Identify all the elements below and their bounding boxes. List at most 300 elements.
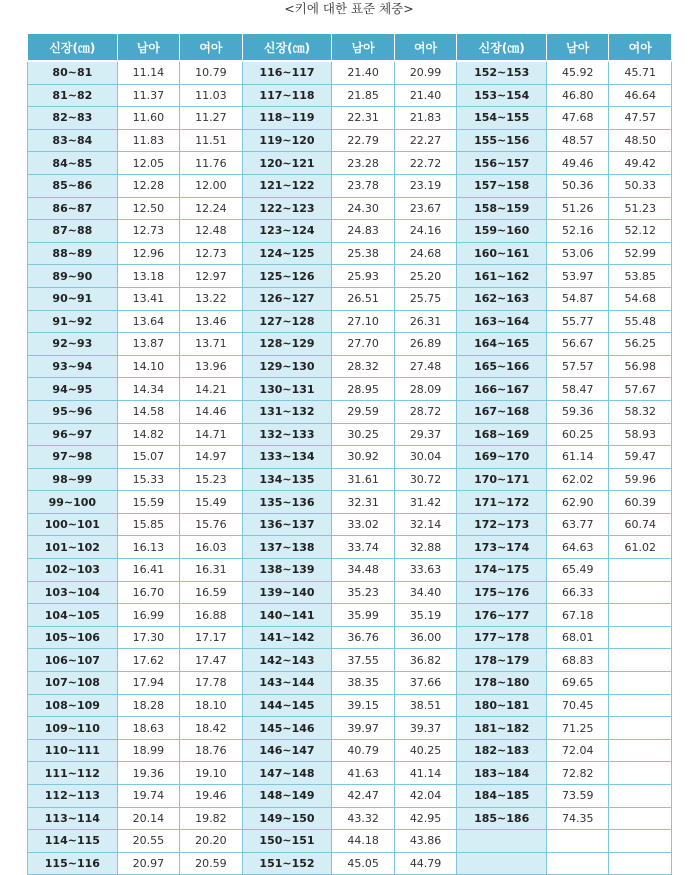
boys-weight-cell: 19.36 bbox=[117, 762, 179, 785]
boys-weight-cell: 12.05 bbox=[117, 152, 179, 175]
height-range-cell: 116~117 bbox=[242, 61, 332, 84]
height-range-cell: 165~166 bbox=[457, 355, 547, 378]
height-range-cell: 84~85 bbox=[28, 152, 118, 175]
boys-weight-cell: 27.10 bbox=[332, 310, 394, 333]
boys-weight-cell: 65.49 bbox=[547, 559, 609, 582]
boys-weight-cell: 17.30 bbox=[117, 626, 179, 649]
table-row bbox=[28, 423, 672, 446]
girls-weight-cell: 26.31 bbox=[394, 310, 456, 333]
height-range-cell: 105~106 bbox=[28, 626, 118, 649]
boys-weight-cell: 64.63 bbox=[547, 536, 609, 559]
height-range-cell: 168~169 bbox=[457, 423, 547, 446]
girls-weight-cell: 49.42 bbox=[609, 152, 672, 175]
height-range-cell: 146~147 bbox=[242, 739, 332, 762]
boys-weight-cell: 39.97 bbox=[332, 717, 394, 740]
girls-weight-cell bbox=[609, 717, 672, 740]
girls-weight-cell: 26.89 bbox=[394, 333, 456, 356]
height-range-cell: 128~129 bbox=[242, 333, 332, 356]
height-range-cell: 131~132 bbox=[242, 400, 332, 423]
girls-weight-cell: 33.63 bbox=[394, 559, 456, 582]
girls-weight-cell: 15.49 bbox=[180, 491, 242, 514]
height-range-cell: 175~176 bbox=[457, 581, 547, 604]
girls-weight-cell: 55.48 bbox=[609, 310, 672, 333]
height-range-cell: 95~96 bbox=[28, 400, 118, 423]
height-range-cell: 101~102 bbox=[28, 536, 118, 559]
height-range-cell: 172~173 bbox=[457, 513, 547, 536]
boys-weight-cell: 12.50 bbox=[117, 197, 179, 220]
height-range-cell: 112~113 bbox=[28, 785, 118, 808]
boys-weight-cell: 56.67 bbox=[547, 333, 609, 356]
boys-weight-cell: 44.18 bbox=[332, 830, 394, 853]
height-range-cell: 126~127 bbox=[242, 287, 332, 310]
girls-weight-cell: 53.85 bbox=[609, 265, 672, 288]
boys-weight-cell: 59.36 bbox=[547, 400, 609, 423]
boys-weight-cell: 38.35 bbox=[332, 672, 394, 695]
height-range-cell: 81~82 bbox=[28, 84, 118, 107]
height-range-cell: 122~123 bbox=[242, 197, 332, 220]
height-range-cell: 130~131 bbox=[242, 378, 332, 401]
table-row bbox=[28, 400, 672, 423]
girls-weight-cell: 24.16 bbox=[394, 220, 456, 243]
height-range-cell: 87~88 bbox=[28, 220, 118, 243]
girls-weight-cell: 31.42 bbox=[394, 491, 456, 514]
table-row bbox=[28, 129, 672, 152]
boys-weight-cell: 13.41 bbox=[117, 287, 179, 310]
height-range-cell: 121~122 bbox=[242, 174, 332, 197]
girls-weight-cell: 22.72 bbox=[394, 152, 456, 175]
height-range-cell: 123~124 bbox=[242, 220, 332, 243]
boys-weight-cell: 14.10 bbox=[117, 355, 179, 378]
height-range-cell: 150~151 bbox=[242, 830, 332, 853]
boys-weight-cell: 55.77 bbox=[547, 310, 609, 333]
boys-weight-cell: 41.63 bbox=[332, 762, 394, 785]
height-range-cell: 129~130 bbox=[242, 355, 332, 378]
girls-weight-cell: 54.68 bbox=[609, 287, 672, 310]
boys-weight-cell: 17.94 bbox=[117, 672, 179, 695]
girls-weight-cell: 22.27 bbox=[394, 129, 456, 152]
girls-weight-cell: 27.48 bbox=[394, 355, 456, 378]
table-title: <키에 대한 표준 체중> bbox=[284, 1, 414, 16]
girls-weight-cell: 14.21 bbox=[180, 378, 242, 401]
girls-weight-cell: 11.03 bbox=[180, 84, 242, 107]
height-range-cell: 178~179 bbox=[457, 649, 547, 672]
height-range-cell: 107~108 bbox=[28, 672, 118, 695]
height-range-cell bbox=[457, 830, 547, 853]
boys-weight-cell: 46.80 bbox=[547, 84, 609, 107]
table-row bbox=[28, 355, 672, 378]
boys-weight-cell: 19.74 bbox=[117, 785, 179, 808]
girls-weight-cell: 60.74 bbox=[609, 513, 672, 536]
girls-weight-cell: 39.37 bbox=[394, 717, 456, 740]
girls-weight-cell: 12.48 bbox=[180, 220, 242, 243]
height-range-cell: 99~100 bbox=[28, 491, 118, 514]
girls-weight-cell: 30.04 bbox=[394, 446, 456, 469]
girls-weight-cell: 52.12 bbox=[609, 220, 672, 243]
table-row bbox=[28, 694, 672, 717]
boys-weight-cell: 16.41 bbox=[117, 559, 179, 582]
height-range-cell: 97~98 bbox=[28, 446, 118, 469]
height-range-cell: 83~84 bbox=[28, 129, 118, 152]
height-range-cell: 125~126 bbox=[242, 265, 332, 288]
table-row bbox=[28, 717, 672, 740]
girls-weight-cell: 25.20 bbox=[394, 265, 456, 288]
girls-weight-cell bbox=[609, 807, 672, 830]
height-range-cell: 163~164 bbox=[457, 310, 547, 333]
boys-weight-cell: 28.32 bbox=[332, 355, 394, 378]
girls-weight-cell bbox=[609, 785, 672, 808]
girls-weight-cell: 11.51 bbox=[180, 129, 242, 152]
girls-weight-cell bbox=[609, 604, 672, 627]
boys-weight-cell: 73.59 bbox=[547, 785, 609, 808]
height-range-cell: 177~178 bbox=[457, 626, 547, 649]
girls-weight-cell: 57.67 bbox=[609, 378, 672, 401]
height-range-cell: 161~162 bbox=[457, 265, 547, 288]
girls-weight-cell: 20.99 bbox=[394, 61, 456, 84]
boys-weight-cell: 68.01 bbox=[547, 626, 609, 649]
column-header-boys: 남아 bbox=[332, 34, 394, 62]
boys-weight-cell: 53.97 bbox=[547, 265, 609, 288]
girls-weight-cell: 44.79 bbox=[394, 852, 456, 875]
boys-weight-cell: 69.65 bbox=[547, 672, 609, 695]
boys-weight-cell: 15.07 bbox=[117, 446, 179, 469]
boys-weight-cell: 11.14 bbox=[117, 61, 179, 84]
height-range-cell: 92~93 bbox=[28, 333, 118, 356]
girls-weight-cell: 19.82 bbox=[180, 807, 242, 830]
height-range-cell: 109~110 bbox=[28, 717, 118, 740]
girls-weight-cell: 13.22 bbox=[180, 287, 242, 310]
girls-weight-cell bbox=[609, 581, 672, 604]
height-range-cell: 174~175 bbox=[457, 559, 547, 582]
height-range-cell: 184~185 bbox=[457, 785, 547, 808]
table-row bbox=[28, 559, 672, 582]
column-header-height: 신장(㎝) bbox=[28, 34, 118, 62]
table-row bbox=[28, 807, 672, 830]
girls-weight-cell: 23.67 bbox=[394, 197, 456, 220]
standard-weight-table bbox=[27, 33, 672, 875]
boys-weight-cell: 37.55 bbox=[332, 649, 394, 672]
height-range-cell: 149~150 bbox=[242, 807, 332, 830]
height-range-cell: 170~171 bbox=[457, 468, 547, 491]
column-header-boys: 남아 bbox=[547, 34, 609, 62]
boys-weight-cell: 51.26 bbox=[547, 197, 609, 220]
girls-weight-cell: 16.31 bbox=[180, 559, 242, 582]
boys-weight-cell: 28.95 bbox=[332, 378, 394, 401]
height-range-cell: 164~165 bbox=[457, 333, 547, 356]
girls-weight-cell: 24.68 bbox=[394, 242, 456, 265]
boys-weight-cell: 49.46 bbox=[547, 152, 609, 175]
girls-weight-cell: 42.04 bbox=[394, 785, 456, 808]
boys-weight-cell: 14.82 bbox=[117, 423, 179, 446]
column-header-girls: 여아 bbox=[609, 34, 672, 62]
boys-weight-cell: 11.37 bbox=[117, 84, 179, 107]
height-range-cell: 138~139 bbox=[242, 559, 332, 582]
boys-weight-cell: 58.47 bbox=[547, 378, 609, 401]
boys-weight-cell: 24.30 bbox=[332, 197, 394, 220]
boys-weight-cell: 13.18 bbox=[117, 265, 179, 288]
boys-weight-cell: 63.77 bbox=[547, 513, 609, 536]
height-range-cell: 180~181 bbox=[457, 694, 547, 717]
girls-weight-cell: 16.59 bbox=[180, 581, 242, 604]
height-range-cell: 169~170 bbox=[457, 446, 547, 469]
boys-weight-cell: 21.85 bbox=[332, 84, 394, 107]
height-range-cell: 86~87 bbox=[28, 197, 118, 220]
girls-weight-cell: 58.93 bbox=[609, 423, 672, 446]
height-range-cell: 103~104 bbox=[28, 581, 118, 604]
height-range-cell: 111~112 bbox=[28, 762, 118, 785]
girls-weight-cell bbox=[609, 739, 672, 762]
boys-weight-cell: 21.40 bbox=[332, 61, 394, 84]
height-range-cell: 173~174 bbox=[457, 536, 547, 559]
height-range-cell: 88~89 bbox=[28, 242, 118, 265]
height-range-cell: 136~137 bbox=[242, 513, 332, 536]
boys-weight-cell: 18.28 bbox=[117, 694, 179, 717]
table-row bbox=[28, 333, 672, 356]
boys-weight-cell: 72.82 bbox=[547, 762, 609, 785]
height-range-cell: 89~90 bbox=[28, 265, 118, 288]
boys-weight-cell: 20.97 bbox=[117, 852, 179, 875]
height-range-cell: 156~157 bbox=[457, 152, 547, 175]
table-row bbox=[28, 626, 672, 649]
girls-weight-cell: 29.37 bbox=[394, 423, 456, 446]
table-row bbox=[28, 107, 672, 130]
column-header-height: 신장(㎝) bbox=[457, 34, 547, 62]
boys-weight-cell: 72.04 bbox=[547, 739, 609, 762]
height-range-cell: 185~186 bbox=[457, 807, 547, 830]
girls-weight-cell: 13.96 bbox=[180, 355, 242, 378]
boys-weight-cell: 36.76 bbox=[332, 626, 394, 649]
girls-weight-cell: 41.14 bbox=[394, 762, 456, 785]
column-header-girls: 여아 bbox=[394, 34, 456, 62]
boys-weight-cell: 45.05 bbox=[332, 852, 394, 875]
girls-weight-cell: 47.57 bbox=[609, 107, 672, 130]
height-range-cell: 142~143 bbox=[242, 649, 332, 672]
height-range-cell: 157~158 bbox=[457, 174, 547, 197]
table-row bbox=[28, 468, 672, 491]
girls-weight-cell: 42.95 bbox=[394, 807, 456, 830]
girls-weight-cell: 12.73 bbox=[180, 242, 242, 265]
boys-weight-cell: 32.31 bbox=[332, 491, 394, 514]
height-range-cell: 139~140 bbox=[242, 581, 332, 604]
boys-weight-cell: 11.60 bbox=[117, 107, 179, 130]
girls-weight-cell: 12.97 bbox=[180, 265, 242, 288]
girls-weight-cell: 14.46 bbox=[180, 400, 242, 423]
table-row bbox=[28, 378, 672, 401]
height-range-cell: 182~183 bbox=[457, 739, 547, 762]
boys-weight-cell: 17.62 bbox=[117, 649, 179, 672]
girls-weight-cell: 35.19 bbox=[394, 604, 456, 627]
height-range-cell: 162~163 bbox=[457, 287, 547, 310]
girls-weight-cell: 25.75 bbox=[394, 287, 456, 310]
girls-weight-cell bbox=[609, 626, 672, 649]
girls-weight-cell: 15.76 bbox=[180, 513, 242, 536]
girls-weight-cell: 34.40 bbox=[394, 581, 456, 604]
height-range-cell: 141~142 bbox=[242, 626, 332, 649]
table-row bbox=[28, 513, 672, 536]
girls-weight-cell: 51.23 bbox=[609, 197, 672, 220]
table-row bbox=[28, 242, 672, 265]
boys-weight-cell: 27.70 bbox=[332, 333, 394, 356]
girls-weight-cell: 13.71 bbox=[180, 333, 242, 356]
girls-weight-cell: 40.25 bbox=[394, 739, 456, 762]
boys-weight-cell: 35.99 bbox=[332, 604, 394, 627]
girls-weight-cell: 21.40 bbox=[394, 84, 456, 107]
girls-weight-cell: 11.76 bbox=[180, 152, 242, 175]
girls-weight-cell: 59.47 bbox=[609, 446, 672, 469]
table-row bbox=[28, 536, 672, 559]
girls-weight-cell: 43.86 bbox=[394, 830, 456, 853]
boys-weight-cell: 30.92 bbox=[332, 446, 394, 469]
height-range-cell: 166~167 bbox=[457, 378, 547, 401]
boys-weight-cell: 26.51 bbox=[332, 287, 394, 310]
girls-weight-cell: 46.64 bbox=[609, 84, 672, 107]
table-row bbox=[28, 310, 672, 333]
girls-weight-cell: 56.98 bbox=[609, 355, 672, 378]
height-range-cell: 94~95 bbox=[28, 378, 118, 401]
table-row bbox=[28, 446, 672, 469]
height-range-cell: 119~120 bbox=[242, 129, 332, 152]
girls-weight-cell: 21.83 bbox=[394, 107, 456, 130]
girls-weight-cell bbox=[609, 762, 672, 785]
boys-weight-cell: 66.33 bbox=[547, 581, 609, 604]
girls-weight-cell: 19.10 bbox=[180, 762, 242, 785]
boys-weight-cell: 43.32 bbox=[332, 807, 394, 830]
boys-weight-cell: 35.23 bbox=[332, 581, 394, 604]
height-range-cell: 153~154 bbox=[457, 84, 547, 107]
height-range-cell: 133~134 bbox=[242, 446, 332, 469]
boys-weight-cell: 14.34 bbox=[117, 378, 179, 401]
boys-weight-cell: 60.25 bbox=[547, 423, 609, 446]
height-range-cell: 143~144 bbox=[242, 672, 332, 695]
boys-weight-cell: 53.06 bbox=[547, 242, 609, 265]
girls-weight-cell: 17.47 bbox=[180, 649, 242, 672]
table-row bbox=[28, 785, 672, 808]
girls-weight-cell bbox=[609, 649, 672, 672]
boys-weight-cell: 68.83 bbox=[547, 649, 609, 672]
boys-weight-cell: 12.96 bbox=[117, 242, 179, 265]
boys-weight-cell: 52.16 bbox=[547, 220, 609, 243]
girls-weight-cell: 14.97 bbox=[180, 446, 242, 469]
table-row bbox=[28, 265, 672, 288]
table-row bbox=[28, 649, 672, 672]
table-row bbox=[28, 739, 672, 762]
girls-weight-cell: 60.39 bbox=[609, 491, 672, 514]
girls-weight-cell bbox=[609, 852, 672, 875]
height-range-cell: 158~159 bbox=[457, 197, 547, 220]
boys-weight-cell: 70.45 bbox=[547, 694, 609, 717]
height-range-cell: 110~111 bbox=[28, 739, 118, 762]
girls-weight-cell: 12.24 bbox=[180, 197, 242, 220]
girls-weight-cell: 56.25 bbox=[609, 333, 672, 356]
boys-weight-cell: 33.74 bbox=[332, 536, 394, 559]
column-header-boys: 남아 bbox=[117, 34, 179, 62]
girls-weight-cell: 19.46 bbox=[180, 785, 242, 808]
boys-weight-cell: 16.99 bbox=[117, 604, 179, 627]
height-range-cell: 117~118 bbox=[242, 84, 332, 107]
girls-weight-cell bbox=[609, 672, 672, 695]
girls-weight-cell: 11.27 bbox=[180, 107, 242, 130]
boys-weight-cell bbox=[547, 830, 609, 853]
boys-weight-cell: 23.78 bbox=[332, 174, 394, 197]
table-row bbox=[28, 220, 672, 243]
girls-weight-cell: 20.59 bbox=[180, 852, 242, 875]
height-range-cell: 96~97 bbox=[28, 423, 118, 446]
boys-weight-cell: 39.15 bbox=[332, 694, 394, 717]
boys-weight-cell: 54.87 bbox=[547, 287, 609, 310]
boys-weight-cell: 74.35 bbox=[547, 807, 609, 830]
table-row bbox=[28, 152, 672, 175]
boys-weight-cell: 11.83 bbox=[117, 129, 179, 152]
boys-weight-cell: 25.93 bbox=[332, 265, 394, 288]
girls-weight-cell: 28.72 bbox=[394, 400, 456, 423]
table-body bbox=[28, 61, 672, 875]
girls-weight-cell: 58.32 bbox=[609, 400, 672, 423]
table-row bbox=[28, 604, 672, 627]
height-range-cell: 120~121 bbox=[242, 152, 332, 175]
girls-weight-cell: 13.46 bbox=[180, 310, 242, 333]
height-range-cell: 82~83 bbox=[28, 107, 118, 130]
height-range-cell: 171~172 bbox=[457, 491, 547, 514]
boys-weight-cell: 48.57 bbox=[547, 129, 609, 152]
boys-weight-cell: 71.25 bbox=[547, 717, 609, 740]
height-range-cell: 132~133 bbox=[242, 423, 332, 446]
height-range-cell: 167~168 bbox=[457, 400, 547, 423]
height-range-cell: 154~155 bbox=[457, 107, 547, 130]
height-range-cell: 91~92 bbox=[28, 310, 118, 333]
height-range-cell: 102~103 bbox=[28, 559, 118, 582]
boys-weight-cell: 25.38 bbox=[332, 242, 394, 265]
boys-weight-cell: 22.79 bbox=[332, 129, 394, 152]
height-range-cell: 178~180 bbox=[457, 672, 547, 695]
height-range-cell: 124~125 bbox=[242, 242, 332, 265]
boys-weight-cell: 13.64 bbox=[117, 310, 179, 333]
boys-weight-cell: 22.31 bbox=[332, 107, 394, 130]
boys-weight-cell: 20.55 bbox=[117, 830, 179, 853]
boys-weight-cell: 12.28 bbox=[117, 174, 179, 197]
boys-weight-cell: 20.14 bbox=[117, 807, 179, 830]
table-row bbox=[28, 491, 672, 514]
table-row bbox=[28, 581, 672, 604]
height-range-cell: 147~148 bbox=[242, 762, 332, 785]
boys-weight-cell: 42.47 bbox=[332, 785, 394, 808]
table-row bbox=[28, 672, 672, 695]
header-row bbox=[28, 34, 672, 62]
height-range-cell: 80~81 bbox=[28, 61, 118, 84]
height-range-cell: 151~152 bbox=[242, 852, 332, 875]
girls-weight-cell: 15.23 bbox=[180, 468, 242, 491]
girls-weight-cell: 28.09 bbox=[394, 378, 456, 401]
boys-weight-cell: 15.85 bbox=[117, 513, 179, 536]
girls-weight-cell: 38.51 bbox=[394, 694, 456, 717]
boys-weight-cell: 18.63 bbox=[117, 717, 179, 740]
boys-weight-cell: 12.73 bbox=[117, 220, 179, 243]
girls-weight-cell: 14.71 bbox=[180, 423, 242, 446]
height-range-cell: 183~184 bbox=[457, 762, 547, 785]
boys-weight-cell: 61.14 bbox=[547, 446, 609, 469]
boys-weight-cell: 15.33 bbox=[117, 468, 179, 491]
boys-weight-cell: 13.87 bbox=[117, 333, 179, 356]
girls-weight-cell: 16.03 bbox=[180, 536, 242, 559]
column-header-girls: 여아 bbox=[180, 34, 242, 62]
boys-weight-cell: 23.28 bbox=[332, 152, 394, 175]
girls-weight-cell: 30.72 bbox=[394, 468, 456, 491]
boys-weight-cell: 40.79 bbox=[332, 739, 394, 762]
girls-weight-cell: 32.88 bbox=[394, 536, 456, 559]
height-range-cell: 93~94 bbox=[28, 355, 118, 378]
girls-weight-cell: 50.33 bbox=[609, 174, 672, 197]
height-range-cell: 135~136 bbox=[242, 491, 332, 514]
girls-weight-cell: 18.10 bbox=[180, 694, 242, 717]
girls-weight-cell: 20.20 bbox=[180, 830, 242, 853]
